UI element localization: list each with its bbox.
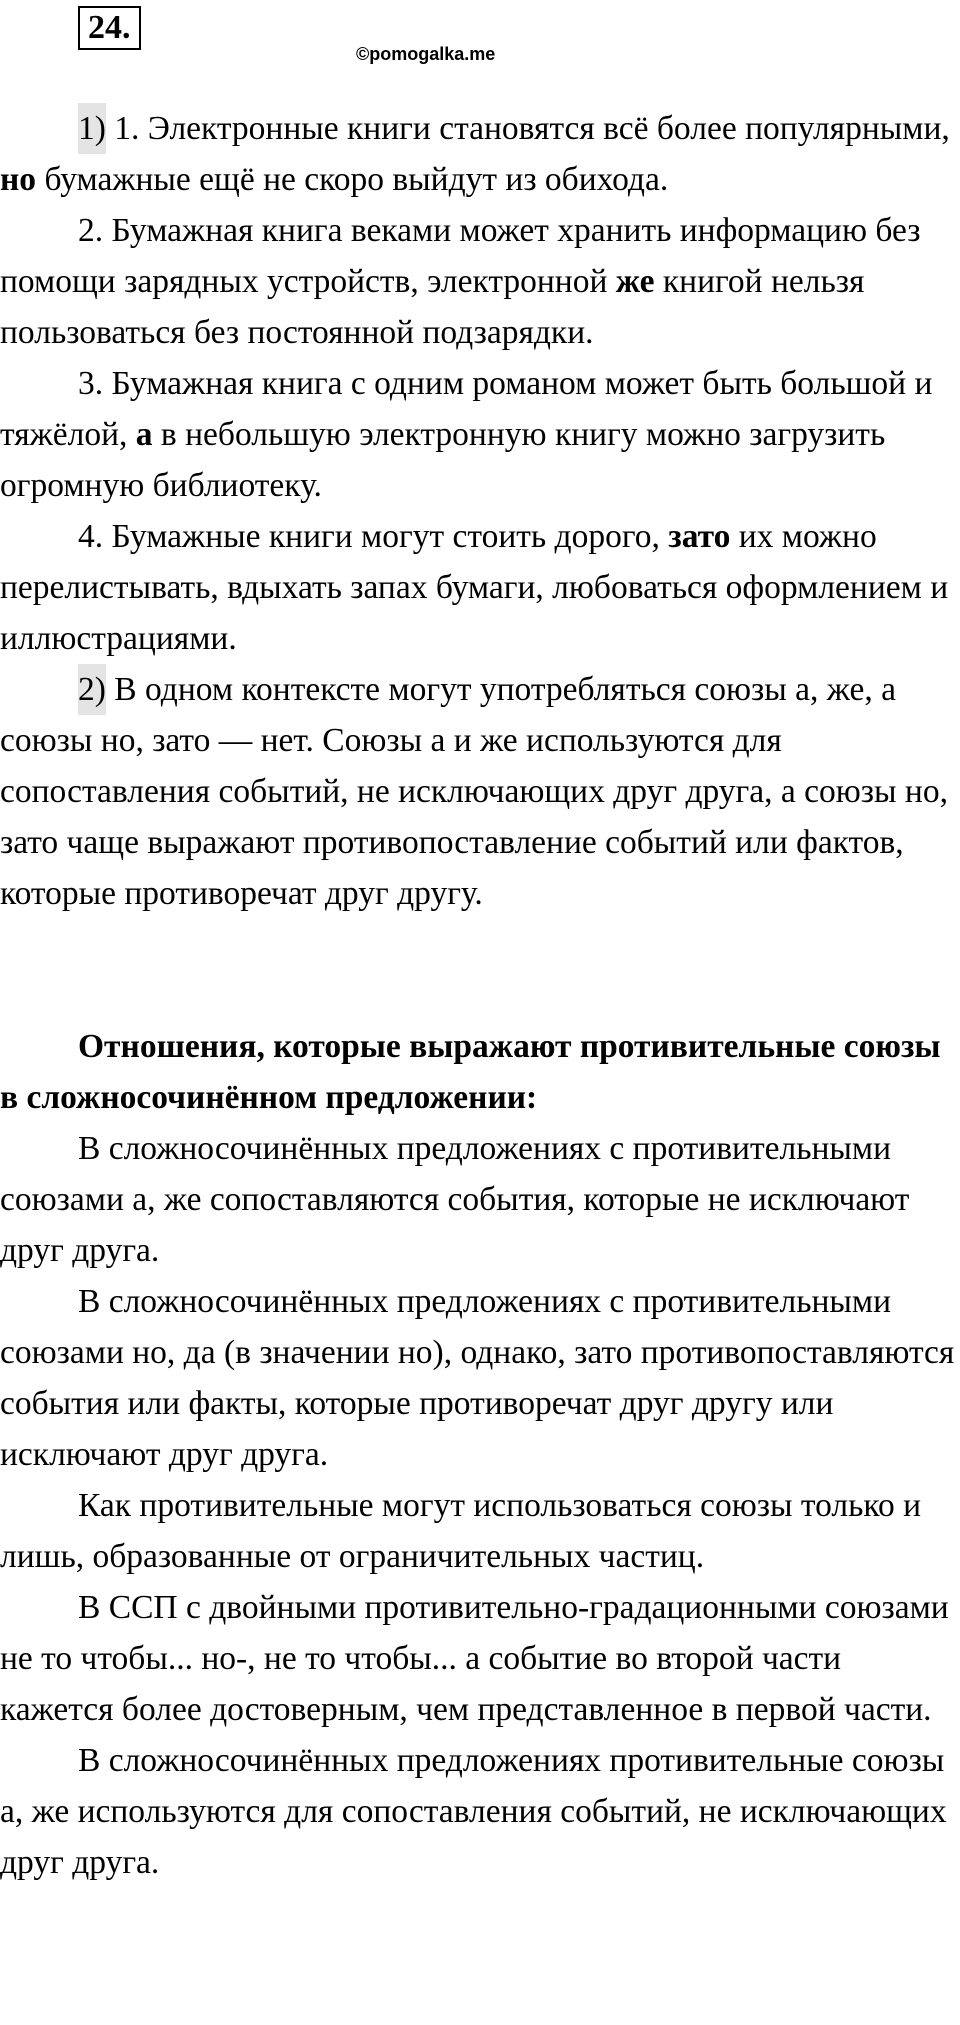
sentence-2 (0, 205, 960, 358)
sentence-2-a: Бумажная книга веками может хранить информацию без помощи зарядных устройств, электронной (0, 212, 921, 300)
part-marker-2: 2) (78, 664, 106, 715)
sentence-4-number: 4. (78, 518, 104, 555)
part-2-answer (0, 664, 960, 919)
part-2-text: В одном контексте могут употребляться союзы а, же, а союзы но, зато — нет. Союзы а и же используются для сопоставления событий, не исключающих друг друга, а союзы но, зато чаще выражают противопоставление событий или фактов, которые противоречат друг другу. (0, 671, 948, 912)
theory-paragraph: Как противительные могут использоваться союзы только и лишь, образованные от ограничительных частиц. (0, 1487, 922, 1575)
sentence-3-conjunction: а (135, 416, 153, 453)
sentence-3-a: Бумажная книга с одним романом может быть большой и тяжёлой, (0, 365, 933, 453)
sentence-3-b: в небольшую электронную книгу можно загрузить огромную библиотеку. (0, 416, 886, 504)
sentence-1-b: бумажные ещё не скоро выйдут из обихода. (44, 161, 669, 198)
content (0, 103, 960, 1888)
theory-paragraph: В сложносочинённых предложениях с противительными союзами но, да (в значении но), однако, зато противопоставляются события или факты, которые противоречат друг другу или исключают друг друга. (0, 1283, 955, 1473)
sentence-2-number: 2. (78, 212, 104, 249)
sentence-2-b: книгой нельзя пользоваться без постоянной подзарядки. (0, 263, 865, 351)
section-gap (0, 919, 960, 1021)
sentence-4-conjunction: зато (668, 518, 731, 555)
theory-paragraph: В сложносочинённых предложениях с противительными союзами а, же сопоставляются события, которые не исключают друг друга. (0, 1130, 910, 1269)
sentence-3 (0, 358, 960, 511)
task-number: 24. (78, 6, 141, 50)
part-marker-1: 1) (78, 103, 106, 154)
sentence-1-a: Электронные книги становятся всё более популярными, (147, 110, 950, 147)
sentence-1-conjunction: но (0, 161, 37, 198)
sentence-4 (0, 511, 960, 664)
sentence-1-number: 1. (114, 110, 140, 147)
theory-paragraph: В сложносочинённых предложениях противительные союзы а, же используются для сопоставления событий, не исключающих друг друга. (0, 1742, 947, 1881)
sentence-4-a: Бумажные книги могут стоить дорого, (111, 518, 660, 555)
theory-heading: Отношения, которые выражают противительные союзы в сложносочинённом предложении: (0, 1028, 941, 1116)
sentence-1 (0, 103, 960, 205)
sentence-2-conjunction: же (615, 263, 655, 300)
theory-paragraph: В ССП с двойными противительно-градационными союзами не то чтобы... но-, не то чтобы... а событие во второй части кажется более достоверным, чем представленное в первой части. (0, 1589, 949, 1728)
sentence-4-b: их можно перелистывать, вдыхать запах бумаги, любоваться оформлением и иллюстрациями. (0, 518, 949, 657)
watermark: ©pomogalka.me (356, 44, 496, 64)
sentence-3-number: 3. (78, 365, 104, 402)
